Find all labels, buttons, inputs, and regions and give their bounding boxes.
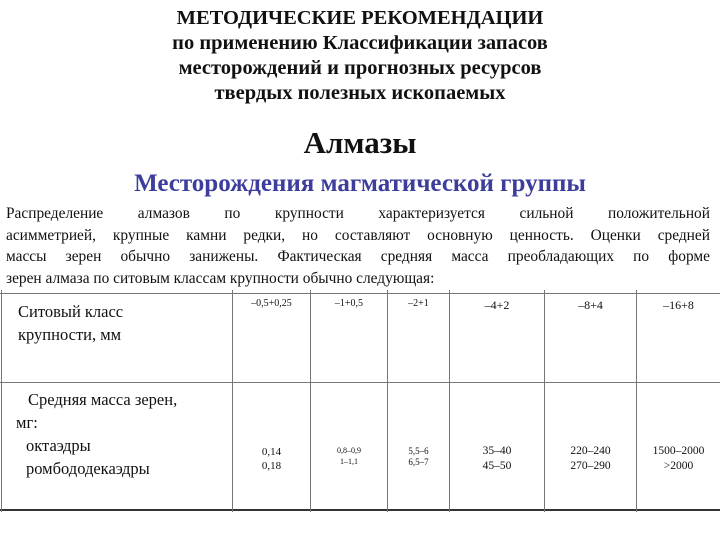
title-line: по применению Классификации запасов [172,32,548,54]
paragraph-line: зерен алмаза по ситовым классам крупности обычно следующая: [6,269,435,287]
sieve-class-label [18,300,123,346]
octahedra-mass-cell: 220–240 [570,445,611,457]
label-line: Средняя масса зерен, [28,390,178,409]
label-line: крупности, мм [18,325,122,344]
table-column-divider [636,290,637,512]
label-line: Ситовый класс [18,302,124,321]
rhombododecahedra-mass-cell: 1–1,1 [340,457,358,466]
rhombododecahedra-mass-cell: 6,5–7 [408,457,429,467]
document-title [0,6,720,106]
grain-mass-table [0,290,720,512]
subject-heading: Алмазы [303,125,417,160]
octahedra-mass-cell: 0,8–0,9 [337,446,361,455]
size-class-cell: –4+2 [484,298,510,312]
table-row-divider [0,382,720,383]
rhombododecahedra-mass-cell: 45–50 [482,460,512,472]
table-column-divider [449,290,450,512]
table-column-divider [387,290,388,512]
average-mass-label [16,388,177,480]
label-line: октаэдры [26,436,91,455]
size-class-cell: –0,5+0,25 [251,298,292,309]
size-class-cell: –16+8 [663,298,694,312]
size-class-cell: –8+4 [578,298,603,312]
rhombododecahedra-mass-cell: 270–290 [570,460,611,472]
size-class-cell: –1+0,5 [334,298,364,309]
rhombododecahedra-mass-cell: 0,18 [261,460,282,472]
rhombododecahedra-mass-cell: >2000 [663,460,694,472]
table-top-border [0,293,720,294]
octahedra-mass-cell: 0,14 [261,446,282,458]
paragraph-line: Распределение алмазов по крупности характеризуется сильной положительной [6,205,710,222]
title-line: МЕТОДИЧЕСКИЕ РЕКОМЕНДАЦИИ [176,7,544,29]
octahedra-mass-cell: 5,5–6 [408,446,429,456]
title-line: месторождений и прогнозных ресурсов [178,57,542,79]
paragraph-line: массы зерен обычно занижены. Фактическая средняя масса преобладающих по форме [6,248,710,265]
table-column-divider [310,290,311,512]
octahedra-mass-cell: 1500–2000 [652,445,705,457]
title-line: твердых полезных ископаемых [214,82,506,104]
table-left-border [1,290,2,512]
description-paragraph [6,203,710,289]
label-line: ромбододекаэдры [26,459,150,478]
table-column-divider [232,290,233,512]
table-bottom-border [0,509,720,511]
octahedra-mass-cell: 35–40 [482,445,512,457]
paragraph-line: асимметрией, крупные камни редки, но составляют основную ценность. Оценки средней [6,226,710,244]
size-class-cell: –2+1 [408,298,429,309]
group-heading: Месторождения магматической группы [134,170,586,197]
table-column-divider [544,290,545,512]
label-line: мг: [16,413,38,432]
